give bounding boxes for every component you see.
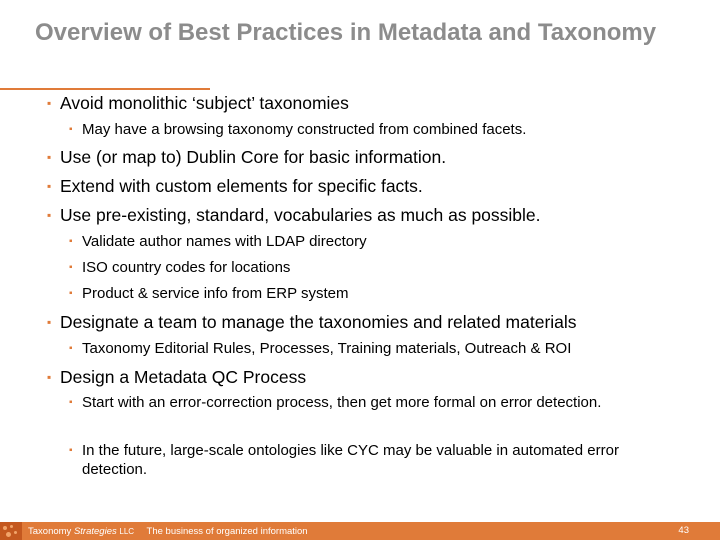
bullet-text: Use pre-existing, standard, vocabularies as much as possible. <box>60 205 541 225</box>
bullet-text: Use (or map to) Dublin Core for basic information. <box>60 147 447 167</box>
company-prefix: Taxonomy <box>28 526 72 537</box>
sub-bullet-text: Validate author names with LDAP directory <box>82 233 367 250</box>
sub-bullet-4-2 <box>69 258 672 277</box>
page-number: 43 <box>678 525 689 536</box>
square-bullet-icon: ▪ <box>47 96 52 110</box>
square-bullet-icon: ▪ <box>69 124 73 135</box>
sub-bullet-6-1 <box>69 393 642 412</box>
bullet-4 <box>47 204 690 226</box>
bullet-3 <box>47 175 690 197</box>
sub-bullet-4-1 <box>69 232 672 251</box>
square-bullet-icon: ▪ <box>47 150 52 164</box>
bullet-text: Extend with custom elements for specific facts. <box>60 176 423 196</box>
sub-bullet-text: In the future, large-scale ontologies like CYC may be valuable in automated error detection. <box>82 442 619 478</box>
square-bullet-icon: ▪ <box>69 397 73 408</box>
company-name: Strategies <box>73 526 117 537</box>
bullet-text: Designate a team to manage the taxonomies and related materials <box>60 312 577 332</box>
sub-bullet-6-2 <box>69 441 642 479</box>
sub-bullet-1-1 <box>69 120 672 139</box>
sub-bullet-5-1 <box>69 339 672 358</box>
bullet-1 <box>47 92 690 114</box>
sub-bullet-4-3 <box>69 284 672 303</box>
square-bullet-icon: ▪ <box>47 315 52 329</box>
square-bullet-icon: ▪ <box>47 179 52 193</box>
sub-bullet-text: Taxonomy Editorial Rules, Processes, Training materials, Outreach & ROI <box>82 340 572 357</box>
sub-bullet-text: Product & service info from ERP system <box>82 285 349 302</box>
bullet-6 <box>47 366 690 388</box>
bullet-text: Avoid monolithic ‘subject’ taxonomies <box>60 93 349 113</box>
bullet-2 <box>47 146 690 168</box>
square-bullet-icon: ▪ <box>69 343 73 354</box>
title-underline <box>0 88 210 90</box>
square-bullet-icon: ▪ <box>69 445 73 456</box>
square-bullet-icon: ▪ <box>47 208 52 222</box>
footer-tagline: The business of organized information <box>146 526 308 537</box>
logo-icon <box>0 522 22 540</box>
bullet-text: Design a Metadata QC Process <box>60 367 307 387</box>
bullet-5 <box>47 311 690 333</box>
footer-company <box>28 526 308 538</box>
square-bullet-icon: ▪ <box>47 370 52 384</box>
sub-bullet-text: May have a browsing taxonomy constructed from combined facets. <box>82 121 527 138</box>
sub-bullet-text: ISO country codes for locations <box>82 259 291 276</box>
square-bullet-icon: ▪ <box>69 288 73 299</box>
slide-title: Overview of Best Practices in Metadata and Taxonomy <box>35 19 657 46</box>
footer-bar <box>0 522 720 540</box>
sub-bullet-text: Start with an error-correction process, then get more formal on error detection. <box>82 394 602 411</box>
square-bullet-icon: ▪ <box>69 236 73 247</box>
company-suffix: LLC <box>119 527 135 536</box>
square-bullet-icon: ▪ <box>69 262 73 273</box>
